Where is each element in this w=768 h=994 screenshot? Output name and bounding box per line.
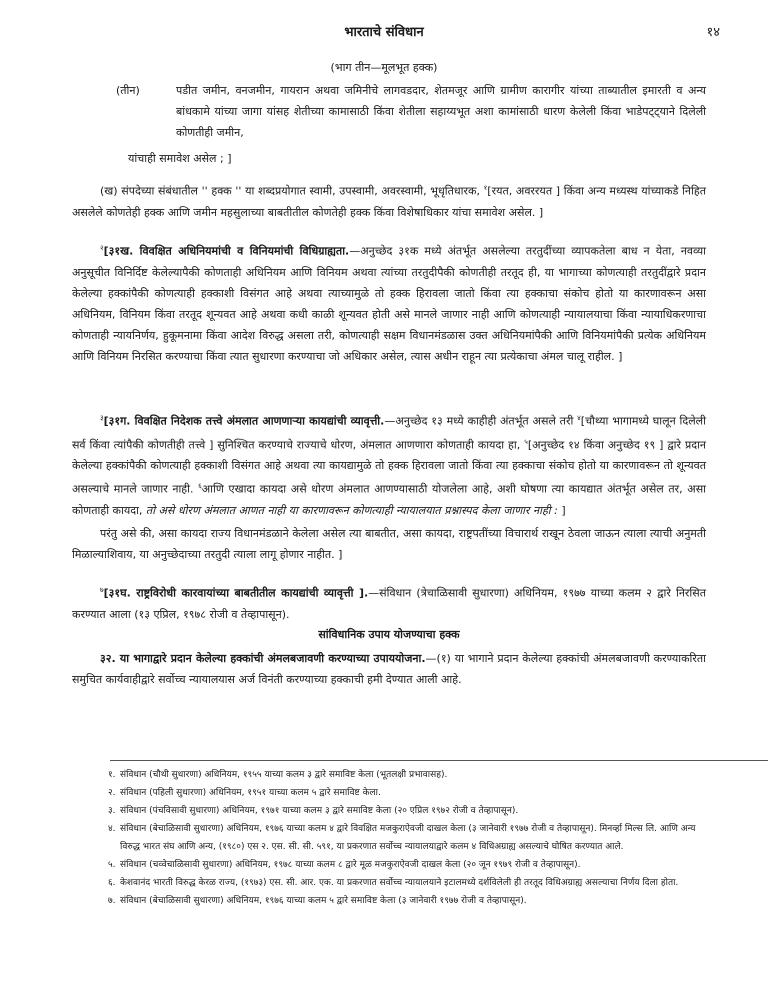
footnote-ref: ६ xyxy=(198,482,202,491)
article-31b-heading: [३१ख. विवक्षित अधिनियमांची व विनियमांची विधिग्राह्यता. xyxy=(103,244,350,258)
footnote-text: संविधान (बेचाळिसावी सुधारणा) अधिनियम, १९७६ याच्या कलम ५ द्वारे समाविष्ट केला (३ जानेवारी १९७७ रोजी व तेव्हापासून). xyxy=(120,896,527,906)
footnote-text: संविधान (पहिली सुधारणा) अधिनियम, १९५१ याच्या कलम ५ द्वारे समाविष्ट केला. xyxy=(120,788,381,798)
article-31d-body: —संविधान (त्रेचाळिसावी सुधारणा) अधिनियम, १९७७ याच्या कलम २ द्वारे निरसित करण्यात आला (१३ एप्रिल, १९७८ रोजी व तेव्हापासून). xyxy=(72,586,706,621)
article-32 xyxy=(72,648,706,690)
article-32-text xyxy=(72,648,706,690)
footnote-mark: २. xyxy=(108,788,116,798)
article-31c xyxy=(72,408,706,565)
article-31d-heading: [३१घ. राष्ट्रविरोधी कारवायांच्या बाबतीतील कायद्यांची व्यावृत्ती ]. xyxy=(103,586,369,600)
footnote-mark: ७. xyxy=(108,896,116,906)
article-31c-body-2: [चौथ्या भागामध्ये घालून दिलेली सर्व किंवा त्यांपैकी कोणतीही तत्त्वे ] सुनिश्चित करण्याचे राज्याचे धोरण, अंमलात आणणारा कोणताही कायदा हा, xyxy=(72,414,706,452)
footnote-mark: ४. xyxy=(108,824,116,834)
footnote-ref: ७ xyxy=(100,586,104,594)
footnote-text: संविधान (चौथी सुधारणा) अधिनियम, १९५५ याच्या कलम ३ द्वारे समाविष्ट केला (भूतलक्षी प्रभावासह). xyxy=(120,770,448,780)
clause-kha-part1: (ख) संपदेच्या संबंधातील '' हक्क '' या शब्दप्रयोगात स्वामी, उपस्वामी, अवरस्वामी, भूधृतिधारक, xyxy=(100,184,480,198)
clause-three-text: पडीत जमीन, वनजमीन, गायरान अथवा जमिनीचे लागवडदार, शेतमजूर आणि ग्रामीण कारागीर यांच्या ताब्यातील इमारती व अन्य बांधकामे यांच्या जागा यांसह शेतीच्या कामासाठी किंवा शेतीला सहाय्यभूत अशा कामांसाठी धारण केलेली किंवा भाडेपट्ट्याने दिलेली कोणतीही जमीन, xyxy=(176,84,706,139)
footnote-divider xyxy=(110,760,768,761)
footnote-mark: ५. xyxy=(108,860,116,870)
article-31b-text xyxy=(72,238,706,367)
article-31c-italic: तो असे धोरण अंमलात आणत नाही या कारणावरून कोणत्याही न्यायालयात प्रश्नास्पद केला जाणार नाही : xyxy=(145,503,558,517)
article-31c-proviso: परंतु असे की, असा कायदा राज्य विधानमंडळाने केलेला असेल त्या बाबतीत, असा कायदा, राष्ट्रपतींच्या विचारार्थ राखून ठेवला जाऊन त्याला त्याची अनुमती मिळाल्याशिवाय, या अनुच्छेदाच्या तरतुदी त्याला लागू होणार नाहीत. ] xyxy=(72,526,706,561)
article-31c-body-4: आणि एखादा कायदा असे धोरण अंमलात आणण्यासाठी योजलेला आहे, अशी घोषणा त्या कायद्यात अंतर्भूत असेल तर, असा कोणताही कायदा, xyxy=(72,482,706,517)
footnote xyxy=(108,874,718,892)
footnote-mark: १. xyxy=(108,770,116,780)
article-32-heading: ३२. या भागाद्वारे प्रदान केलेल्या हक्कांची अंमलबजावणी करण्याच्या उपाययोजना. xyxy=(100,652,426,665)
article-31b xyxy=(72,238,706,367)
part-label: (भाग तीन—मूलभूत हक्क) xyxy=(330,61,438,74)
footnote-text: संविधान (चव्वेचाळिसावी सुधारणा) अधिनियम, १९७८ याच्या कलम ८ द्वारे मूळ मजकुराऐवजी दाखल केला (२० जून १९७९ रोजी व तेव्हापासून). xyxy=(120,860,581,870)
article-31d-text xyxy=(72,580,706,625)
footnote-ref: ३ xyxy=(100,414,104,422)
includes-line-text: यांचाही समावेश असेल ; ] xyxy=(128,152,232,165)
clause-kha xyxy=(72,178,706,223)
clause-kha-text xyxy=(72,178,706,223)
footnote xyxy=(108,784,718,802)
footnote-ref: ५ xyxy=(524,437,528,446)
article-31c-body-3: [अनुच्छेद १४ किंवा अनुच्छेद १९ ] द्वारे प्रदान केलेल्या हक्कांपैकी कोणत्याही हक्काशी विसंगत आहे अथवा त्या कायद्यामुळे तो हक्क हिरावला जातो किंवा त्या हक्काचा संकोच होतो या कारणावरून तो शून्यवत असल्याचे मानले जाणार नाही. xyxy=(72,438,706,496)
footnote-mark: ३. xyxy=(108,806,116,816)
footnote-ref: ४ xyxy=(577,414,581,422)
article-31c-text xyxy=(72,408,706,521)
article-31b-body: —अनुच्छेद ३१क मध्ये अंतर्भूत असलेल्या तरतुदींच्या व्यापकतेला बाध न येता, नवव्या अनुसूचीत विनिर्दिष्ट केलेल्यापैकी कोणताही अधिनियम आणि विनियम अथवा त्यांच्या तरतुदीपैकी कोणतीही तरतूद ही, या भागाच्या कोणत्याही तरतुदींद्वारे प्रदान केलेल्या हक्कांपैकी कोणत्याही हक्काशी विसंगत आहे अथवा त्याच्यामुळे तो हक्क हिरावला जातो किंवा त्या हक्काचा संकोच होतो या कारणावरून असा अधिनियम, विनियम किंवा तरतूद शून्यवत आहे अथवा कधी काळी शून्यवत होती असे मानले जाणार नाही आणि कोणत्याही न्यायालयाचा किंवा न्यायाधिकरणाचा कोणताही न्यायनिर्णय, हुकूमनामा किंवा आदेश विरुद्ध असला तरी, कोणत्याही सक्षम विधानमंडळास उक्त अधिनियमांपैकी आणि विनियमांपैकी प्रत्येक अधिनियम आणि विनियम निरसित करण्याचा किंवा त्यात सुधारणा करण्याचा जो अधिकार असेल, त्यास अधीन राहून त्या प्रत्येकाचा अंमल चालू राहील. ] xyxy=(72,244,706,363)
page-header-title: भारताचे संविधान xyxy=(344,25,424,40)
page-number: १४ xyxy=(706,25,720,40)
footnote-ref: २ xyxy=(100,244,104,252)
clause-three xyxy=(72,80,706,143)
clause-three-label: (तीन) xyxy=(116,84,140,97)
section-heading: सांविधानिक उपाय योजण्याचा हक्क xyxy=(318,628,460,641)
article-31d xyxy=(72,580,706,625)
footnote-text: संविधान (पंचविसावी सुधारणा) अधिनियम, १९७१ याच्या कलम ३ द्वारे समाविष्ट केला (२० एप्रिल १९७२ रोजी व तेव्हापासून). xyxy=(120,806,519,816)
footnote-text: संविधान (बेचाळिसावी सुधारणा) अधिनियम, १९७६ याच्या कलम ४ द्वारे विवक्षित मजकुराऐवजी दाखल केला (३ जानेवारी १९७७ रोजी व तेव्हापासून). मिनर्व्हा मिल्स लि. आणि अन्य विरुद्ध भारत संघ आणि अन्य, (१९८०) एस २. एस. सी. सी. ५९१, या प्रकरणात सर्वोच्च न्यायालयाद्वारे कलम ४ विधिअग्राह्य असल्याचे घोषित करण्यात आले. xyxy=(120,824,696,852)
footnote xyxy=(108,802,718,820)
includes-line xyxy=(128,148,706,169)
footnotes xyxy=(108,766,718,910)
clause-kha-part2: [रयत, अवररयत ] किंवा अन्य मध्यस्थ यांच्याकडे निहित असलेले कोणतेही हक्क आणि जमीन महसुलाच्या बाबतीतील कोणतेही हक्क किंवा विशेषाधिकार यांचा समावेश असेल. ] xyxy=(72,184,706,219)
footnote xyxy=(108,766,718,784)
footnote xyxy=(108,856,718,874)
footnote-text: केशवानंद भारती विरुद्ध केरळ राज्य, (१९७३) एस. सी. आर. एक. या प्रकरणात सर्वोच्च न्यायालयाने इटालमध्ये दर्शविलेली ही तरतूद विधिअग्राह्य असल्याचा निर्णय दिला होता. xyxy=(120,878,679,888)
article-31c-body-6: ] xyxy=(557,503,566,517)
footnote-mark: ६. xyxy=(108,878,116,888)
article-31c-heading: [३१ग. विवक्षित निदेशक तत्त्वे अंमलात आणणाऱ्या कायद्यांची व्यावृत्ती. xyxy=(103,414,385,428)
article-31c-body-1: —अनुच्छेद १३ मध्ये काहीही अंतर्भूत असले तरी xyxy=(384,414,574,428)
article-32-body: —(१) या भागाने प्रदान केलेल्या हक्कांची अंमलबजावणी करण्याकरिता समुचित कार्यवाहीद्वारे सर्वोच्च न्यायालयास अर्ज विनंती करण्याच्या हक्काची हमी देण्यात आली आहे. xyxy=(72,652,706,686)
footnote-ref: १ xyxy=(483,184,488,192)
footnote xyxy=(108,820,718,856)
footnote xyxy=(108,892,718,910)
